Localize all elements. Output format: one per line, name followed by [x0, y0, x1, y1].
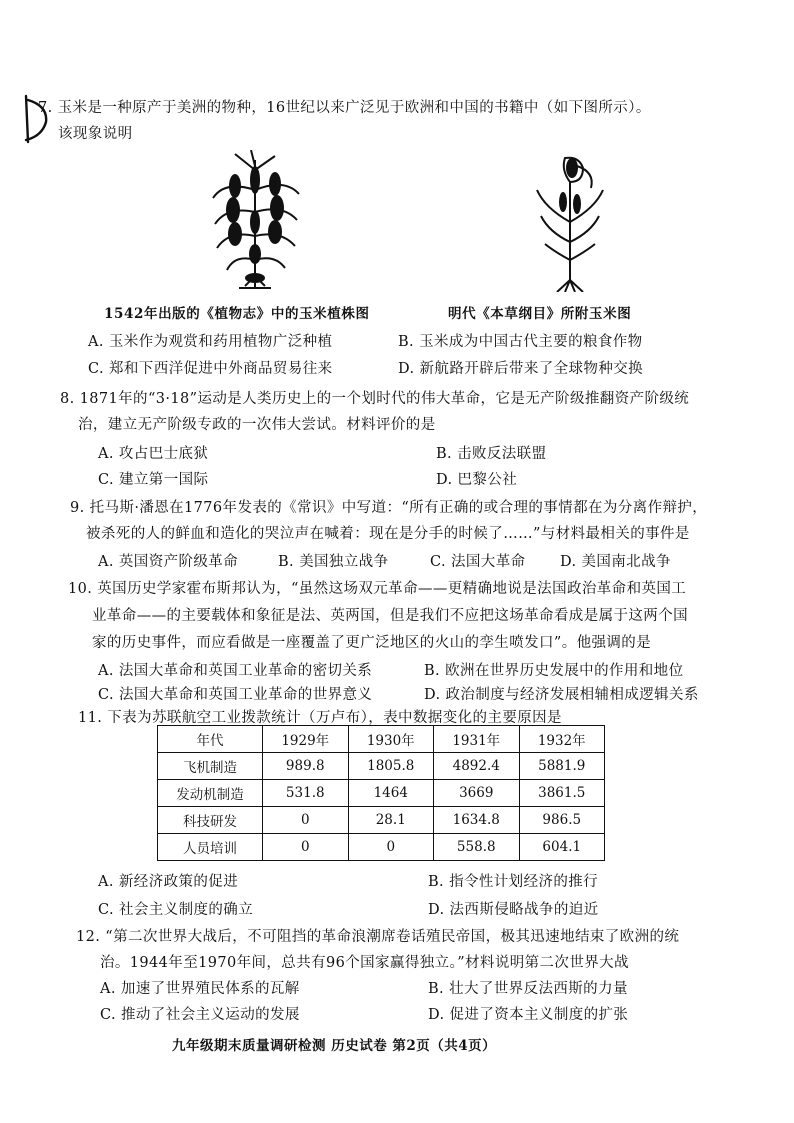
- question-10-option-d[interactable]: D. 政治制度与经济发展相辅相成逻辑关系: [424, 687, 699, 703]
- table-cell: 531.8: [263, 780, 349, 807]
- question-10-stem-line2: 业革命——的主要载体和象征是法、英两国，但是我们不应把这场革命看成是属于这两个国: [92, 608, 688, 624]
- table-cell: 科技研发: [158, 807, 263, 834]
- table-cell: 3861.5: [519, 780, 605, 807]
- question-12-option-b[interactable]: B. 壮大了世界反法西斯的力量: [428, 981, 628, 997]
- question-7-stem-line1: 7. 玉米是一种原产于美洲的物种，16世纪以来广泛见于欧洲和中国的书籍中（如下图所示）。: [38, 100, 651, 116]
- question-9-option-d[interactable]: D. 美国南北战争: [560, 554, 671, 570]
- table-cell: 986.5: [519, 807, 605, 834]
- figure-caption-right: 明代《本草纲目》所附玉米图: [448, 306, 632, 322]
- table-cell: 0: [263, 807, 349, 834]
- table-cell: 1464: [348, 780, 434, 807]
- question-12-option-d[interactable]: D. 促进了资本主义制度的扩张: [428, 1007, 629, 1023]
- table-cell: 4892.4: [434, 753, 520, 780]
- table-header-row: [158, 726, 605, 753]
- question-8-stem-line2: 治，建立无产阶级专政的一次伟大尝试。材料评价的是: [78, 417, 436, 433]
- question-12-option-c[interactable]: C. 推动了社会主义运动的发展: [100, 1007, 300, 1023]
- table-cell: 989.8: [263, 753, 349, 780]
- table-cell: 飞机制造: [158, 753, 263, 780]
- question-8-option-c[interactable]: C. 建立第一国际: [98, 472, 209, 488]
- question-8-option-b[interactable]: B. 击败反法联盟: [436, 446, 547, 462]
- question-9-stem-line1: 9. 托马斯·潘恩在1776年发表的《常识》中写道：“所有正确的或合理的事情都在为分离作辩护，: [70, 500, 708, 516]
- table-cell: 3669: [434, 780, 520, 807]
- question-7-stem-line2: 该现象说明: [58, 126, 133, 142]
- table-header-cell: 年代: [158, 726, 263, 753]
- question-9-option-a[interactable]: A. 英国资产阶级革命: [98, 554, 239, 570]
- question-11-stem: 11. 下表为苏联航空工业拨款统计（万卢布），表中数据变化的主要原因是: [78, 710, 562, 726]
- corn-plant-illustration-right: [525, 152, 615, 292]
- table-cell: 发动机制造: [158, 780, 263, 807]
- question-11-option-c[interactable]: C. 社会主义制度的确立: [98, 902, 254, 918]
- table-cell: 1805.8: [348, 753, 434, 780]
- question-7-option-a[interactable]: A. 玉米作为观赏和药用植物广泛种植: [88, 334, 333, 350]
- question-12-option-a[interactable]: A. 加速了世界殖民体系的瓦解: [100, 981, 300, 997]
- question-12-stem-line2: 治。1944年至1970年间，总共有96个国家赢得独立。”材料说明第二次世界大战: [100, 955, 629, 971]
- aviation-funding-table: [157, 725, 605, 861]
- table-cell: 0: [348, 834, 434, 861]
- figure-caption-left: 1542年出版的《植物志》中的玉米植株图: [104, 306, 370, 322]
- table-cell: 人员培训: [158, 834, 263, 861]
- table-cell: 5881.9: [519, 753, 605, 780]
- table-row: [158, 807, 605, 834]
- table-cell: 0: [263, 834, 349, 861]
- question-9-option-c[interactable]: C. 法国大革命: [430, 554, 526, 570]
- table-row: [158, 753, 605, 780]
- table-cell: 604.1: [519, 834, 605, 861]
- question-10-option-a[interactable]: A. 法国大革命和英国工业革命的密切关系: [98, 663, 373, 679]
- question-8-stem-line1: 8. 1871年的“3·18”运动是人类历史上的一个划时代的伟大革命，它是无产阶级推翻资产阶级统: [60, 391, 690, 407]
- question-9-option-b[interactable]: B. 美国独立战争: [278, 554, 389, 570]
- table-cell: 28.1: [348, 807, 434, 834]
- table-header-cell: 1932年: [519, 726, 605, 753]
- question-7-option-d[interactable]: D. 新航路开辟后带来了全球物种交换: [398, 361, 644, 377]
- question-10-option-b[interactable]: B. 欧洲在世界历史发展中的作用和地位: [424, 663, 684, 679]
- table-row: [158, 834, 605, 861]
- table-row: [158, 780, 605, 807]
- question-7-option-c[interactable]: C. 郑和下西洋促进中外商品贸易往来: [88, 361, 333, 377]
- question-7-option-b[interactable]: B. 玉米成为中国古代主要的粮食作物: [398, 334, 643, 350]
- question-11-option-b[interactable]: B. 指令性计划经济的推行: [428, 874, 599, 890]
- table-cell: 558.8: [434, 834, 520, 861]
- question-8-option-a[interactable]: A. 攻占巴士底狱: [98, 446, 209, 462]
- table-header-cell: 1929年: [263, 726, 349, 753]
- corn-plant-illustration-left: [205, 150, 305, 290]
- question-10-stem-line3: 家的历史事件，而应看做是一座覆盖了更广泛地区的火山的孪生喷发口”。他强调的是: [92, 635, 652, 651]
- question-10-stem-line1: 10. 英国历史学家霍布斯邦认为，“虽然这场双元革命——更精确地说是法国政治革命和英国工: [68, 581, 687, 597]
- question-8-option-d[interactable]: D. 巴黎公社: [436, 472, 518, 488]
- question-12-stem-line1: 12. “第二次世界大战后，不可阻挡的革命浪潮席卷话殖民帝国，极其迅速地结束了欧洲的统: [76, 929, 680, 945]
- table-header-cell: 1931年: [434, 726, 520, 753]
- question-11-option-a[interactable]: A. 新经济政策的促进: [98, 874, 239, 890]
- table-cell: 1634.8: [434, 807, 520, 834]
- page-footer: 九年级期末质量调研检测 历史试卷 第2页（共4页）: [172, 1038, 497, 1054]
- question-10-option-c[interactable]: C. 法国大革命和英国工业革命的世界意义: [98, 687, 373, 703]
- table-header-cell: 1930年: [348, 726, 434, 753]
- question-9-stem-line2: 被杀死的人的鲜血和造化的哭泣声在喊着：现在是分手的时候了……”与材料最相关的事件是: [86, 526, 690, 542]
- question-11-option-d[interactable]: D. 法西斯侵略战争的迫近: [428, 902, 599, 918]
